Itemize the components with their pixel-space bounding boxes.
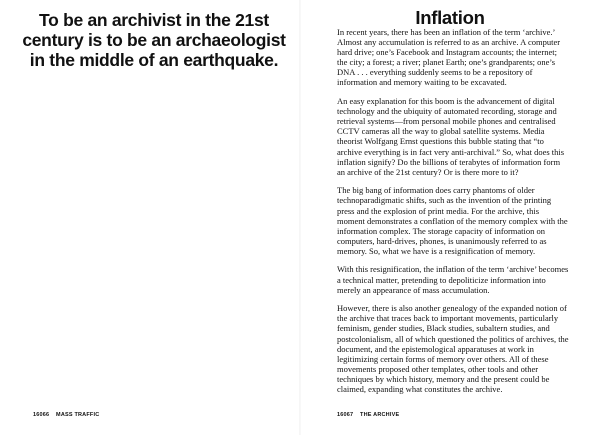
body-paragraph: With this resignification, the inflation of the term ‘archive’ becomes a technical matter, pretending to depoliticize information into merely an appearance of mass accumulation.	[337, 264, 569, 295]
body-paragraph: In recent years, there has been an inflation of the term ‘archive.’ Almost any accumulation is referred to as an archive. A computer hard drive; one’s Facebook and Instagram accounts; the internet; the city; a forest; a river; planet Earth; one’s grandparents; one’s DNA . . . everything suddenly seems to be a repository of information and memory waiting to be excavated.	[337, 27, 561, 88]
page-number: 16066	[33, 412, 50, 418]
body-paragraph: The big bang of information does carry phantoms of older technoparadigmatic shifts, such as the invention of the printing press and the explosion of print media. For the archive, this moment demonstrates a conflation of the memory complex with the information complex. The storage capacity of information on computers, hard-drives, phones, is unanimously referred to as memory. So, what we have is a resignification of memory.	[337, 185, 568, 256]
folio-right	[337, 412, 399, 418]
folio-left	[33, 412, 99, 418]
page-number: 16067	[337, 412, 354, 418]
article-title: Inflation	[415, 7, 485, 28]
pull-quote: To be an archivist in the 21st century is to be an archaeologist in the middle of an earthquake.	[22, 10, 286, 70]
body-paragraph: An easy explanation for this boom is the advancement of digital technology and the ubiquity of automated recording, storage and retrieval systems—from personal mobile phones and centralised CCTV cameras all the way to global satellite systems. Media theorist Wolfgang Ernst questions this bubble stating that “to archive everything is in fact very anti-archival.” So, what does this inflation signify? Do the billions of terabytes of information form an archive of the 21st century? Or is there more to it?	[337, 96, 565, 177]
section-title: THE ARCHIVE	[360, 412, 400, 418]
body-paragraph: However, there is also another genealogy of the expanded notion of the archive that traces back to important movements, particularly feminism, gender studies, Black studies, subaltern studies, and postcolonialism, all of which questioned the politics of archives, the document, and the epistemological apparatuses at work in legitimizing certain forms of memory over others. All of these movements proposed other templates, other tools and other techniques by which history, memory and the present could be claimed, expanding what constitutes the archive.	[337, 303, 569, 394]
section-title: MASS TRAFFIC	[56, 412, 100, 418]
article-body	[337, 27, 569, 403]
right-page	[300, 0, 600, 435]
